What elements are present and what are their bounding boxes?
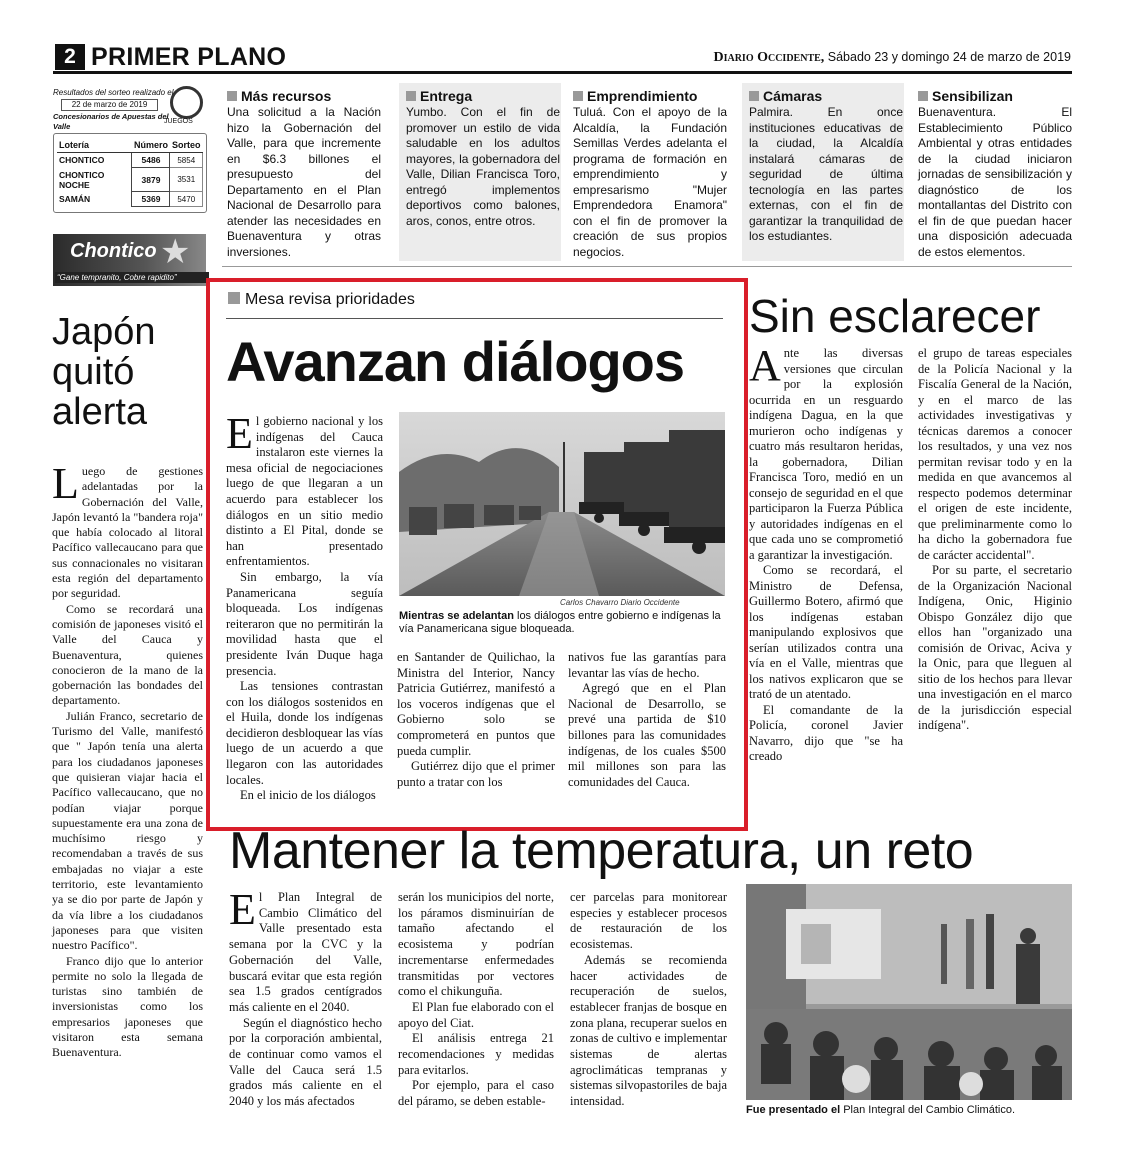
dropcap: E <box>226 409 253 458</box>
brief-title-text: Sensibilizan <box>932 88 1013 104</box>
lottery-heading-text: Resultados del sorteo realizado el <box>53 88 174 97</box>
dialogos-kicker <box>228 291 415 309</box>
esclarecer-column-2 <box>918 346 1072 734</box>
brief-text: Una solicitud a la Nación hizo la Gobernación del Valle, para que incremente en $6.3 billones el presupuesto del Departamento en el Plan Nacional de Desarrollo para atender las necesidades en Buenaventura y otras inversiones. <box>227 105 381 259</box>
lottery-draw: 5854 <box>170 153 203 168</box>
dialogos-paragraph: Sin embargo, la vía Panamericana seguía bloqueada. Los indígenas reiteraron que no permitirán la movilidad hasta que el presidente Iván Duque haga presencia. <box>226 569 383 678</box>
dialogos-paragraph: En el inicio de los diálogos <box>240 788 376 803</box>
issue-date: Sábado 23 y domingo 24 de marzo de 2019 <box>824 50 1071 64</box>
lottery-logo-text: JUEGOS <box>164 118 193 125</box>
square-bullet-icon <box>749 91 759 101</box>
brief-title <box>749 88 903 105</box>
esclarecer-paragraph: Como se recordará, el Ministro de Defensa, Guillermo Botero, afirmó que los indígenas estaban manipulando explosivos que serían utilizados contra una vía en el Valle, mientras que los nativos explicaron que se trató de un atentado. <box>749 563 903 701</box>
brief-title-text: Más recursos <box>241 88 332 104</box>
dialogos-column-2 <box>397 650 555 790</box>
temperatura-paragraph: Por ejemplo, para el caso del páramo, se deben estable- <box>398 1078 554 1109</box>
brief-text: Palmira. En once instituciones educativas de la ciudad, la Alcaldía instalará cámaras de seguridad de última tecnología en las partes externas, con el fin de garantizar la tranquilidad de los estudiantes. <box>749 105 903 243</box>
japon-body <box>52 459 203 1061</box>
dialogos-paragraph: en Santander de Quilichao, la Ministra del Interior, Nancy Patricia Gutiérrez, manifestó a los voceros indígenas que el Gobierno solo se comprometerá en puntos que pueda cumplir. <box>397 650 555 758</box>
esclarecer-paragraph: El comandante de la Policía, coronel Javier Navarro, dijo que "se ha creado <box>749 702 903 763</box>
japon-paragraph <box>52 459 203 602</box>
japon-paragraph: Julián Franco, secretario de Turismo del Valle, manifestó que " Japón tenía una alerta para los ciudadanos japoneses que quisieran viajar hacia el Pacífico vallecaucano, que no podían viajar porque supuestamente era una zona de muchísimo riesgo y recomendaban a través de sus embajadas no viajar a este territorio, este levantamiento ya se dio por parte de Japón y da vía libre a los ciudadanos japoneses para que visiten nuestro Pacífico". <box>52 708 203 953</box>
dateline <box>713 50 1071 66</box>
lottery-org: Concesionarios de Apuestas del Valle <box>53 112 169 131</box>
lottery-col-name: Lotería <box>57 138 132 153</box>
lottery-number: 5486 <box>132 153 170 168</box>
square-bullet-icon <box>406 91 416 101</box>
esclarecer-paragraph: el grupo de tareas especiales de la Policía Nacional y la Fiscalía General de la Nación, y en el marco de las actividades investigativas y técnicas daremos a conocer los resultados, y una vez nos permitan revisar todo y en la medida en que avancemos al respecto podemos determinar el origen de este incidente, que preliminarmente como lo ha dicho la gobernadora fue de carácter accidental". <box>918 346 1072 562</box>
brief-sensibilizan <box>918 88 1072 260</box>
briefs-divider <box>222 266 1072 267</box>
dialogos-text: l gobierno nacional y los indígenas del Cauca instalaron este viernes la mesa oficial de negociaciones luego de que llegaran a un acuerdo para establecer los diálogos en un sitio medio distinto a El Pital, donde se han presentado enfrentamientos. <box>226 414 383 569</box>
lottery-table <box>57 138 203 207</box>
lottery-row <box>57 153 203 168</box>
page-number: 2 <box>55 44 85 70</box>
brief-title <box>573 88 727 105</box>
japon-paragraph: Franco dijo que lo anterior permite no solo la llegada de turistas sino también de inversionistas como los empresarios japoneses que visitaron esta semana Buenaventura. <box>52 953 203 1060</box>
square-bullet-icon <box>573 91 583 101</box>
temperatura-paragraph: El Plan fue elaborado con el apoyo del Ciat. <box>398 999 554 1030</box>
temperatura-paragraph: serán los municipios del norte, los páramos disminuirían de tamaño afectando el ecosistema y podrían incrementarse enfermedades transmitidas por vectores como el chikunguña. <box>398 890 554 999</box>
brief-text: Tuluá. Con el apoyo de la Alcaldía, la Fundación Semillas Verdes adelanta el programa de formación en emprendimiento y empresarismo "Mujer Emprendedora Enamora" con el fin de promover la creación de sus propios negocios. <box>573 105 727 259</box>
brief-title <box>406 88 560 105</box>
dialogos-column-3 <box>568 650 726 790</box>
dropcap: E <box>229 885 256 934</box>
lottery-name: CHONTICO NOCHE <box>59 169 105 190</box>
dropcap: L <box>52 459 79 508</box>
esclarecer-column-1 <box>749 341 903 765</box>
lottery-name: SAMÁN <box>59 194 91 204</box>
road-blockade-photo <box>399 412 725 596</box>
square-bullet-icon <box>228 292 240 304</box>
temperatura-paragraph: El análisis entrega 21 recomendaciones y medidas para evitarlos. <box>398 1031 554 1077</box>
temperatura-column-2 <box>398 890 554 1110</box>
caption-lead: Mientras se adelantan <box>399 610 514 622</box>
lottery-number: 3879 <box>132 168 170 192</box>
star-icon: ★ <box>160 234 191 271</box>
brief-text: Buenaventura. El Establecimiento Público Ambiental y otras entidades de la ciudad iniciaron jornadas de sensibilización y diagnóstico de los montallantas del Distrito con el fin de que puedan hacer una disposición adecuada de estos elementos. <box>918 105 1072 259</box>
dialogos-paragraph: Gutiérrez dijo que el primer punto a tratar con los <box>397 759 555 789</box>
japon-paragraph: Como se recordará una comisión de japoneses visitó el Valle del Cauca y Buenaventura, quienes conocieron de la mano de la gobernación las bondades del departamento. <box>52 601 203 708</box>
photo-credit: Carlos Chavarro Diario Occidente <box>560 598 680 607</box>
temperatura-paragraph: cer parcelas para monitorear especies y establecer procesos de restauración de los ecosistemas. <box>570 890 727 952</box>
lottery-draw: 3531 <box>170 168 203 192</box>
lottery-name: CHONTICO <box>59 155 105 166</box>
brief-title-text: Entrega <box>420 88 473 104</box>
caption-text: los diálogos entre gobierno e indígenas la vía Panamericana sigue bloqueada. <box>399 610 721 635</box>
chontico-logo: Chontico <box>70 240 157 262</box>
kicker-rule <box>226 318 723 319</box>
dialogos-column-1 <box>226 409 383 804</box>
dialogos-paragraph <box>226 409 383 570</box>
brief-emprendimiento <box>573 88 727 260</box>
header-rule <box>53 71 1072 74</box>
brief-title <box>227 88 381 105</box>
temperatura-headline: Mantener la temperatura, un reto <box>229 822 974 880</box>
square-bullet-icon <box>227 91 237 101</box>
chontico-slogan: “Gane tempranito, Cobre rapidito” <box>55 272 209 283</box>
photo-caption <box>399 610 725 636</box>
lottery-date: 22 de marzo de 2019 <box>61 99 158 111</box>
esclarecer-text: nte las diversas versiones que circulan por la explosión ocurrida en un resguardo indígena Dagua, en la que murieron ocho indígenas y cuatro más resultaron heridas, la gobernadora, Dilian Francisca Toro, medió en un consejo de seguridad en el que participaron la Fuerza Pública y autoridades indígenas en el que cada uno se comprometió a garantizar la investigación. <box>749 346 903 562</box>
dropcap: A <box>749 341 781 390</box>
temperatura-paragraph <box>229 885 382 1016</box>
dialogos-paragraph: Las tensiones contrastan con los diálogos sostenidos en el Huila, donde los indígenas decidieron desbloquear las vías luego de un acuerdo a que llegaron con las autoridades locales. <box>226 679 383 787</box>
caption-text: Plan Integral del Cambio Climático. <box>840 1104 1015 1116</box>
paper-name: Diario Occidente, <box>713 50 825 65</box>
lottery-logo-icon <box>170 86 203 119</box>
dialogos-paragraph: nativos fue las garantías para levantar las vías de hecho. <box>568 650 726 680</box>
brief-title-text: Cámaras <box>763 88 823 104</box>
japon-text: uego de gestiones adelantadas por la Gobernación del Valle, Japón levantó la "bandera roja" que había colocado al litoral Pacífico vallecaucano para que sus connacionales no visitaran esta región del departamento por seguridad. <box>52 464 203 601</box>
photo2-caption <box>746 1104 1015 1116</box>
kicker-text: Mesa revisa prioridades <box>245 291 415 308</box>
temperatura-paragraph: Según el diagnóstico hecho por la corporación ambiental, de continuar como vamos el Valle del Cauca será 1.5 grados más caliente en el 2040 y los más afectados <box>229 1015 382 1109</box>
brief-mas-recursos <box>227 88 381 260</box>
brief-camaras <box>749 88 903 245</box>
temperatura-text: l Plan Integral de Cambio Climático del Valle presentado esta semana por la CVC y la Gobernación del Valle, buscará evitar que esta región sea 1.5 grados centígrados más caliente en el 2040. <box>229 890 382 1014</box>
lottery-col-number: Número <box>132 138 170 153</box>
japon-headline: Japón quitó alerta <box>52 311 156 433</box>
dialogos-headline: Avanzan diálogos <box>226 330 685 393</box>
temperatura-paragraph: Además se recomienda hacer actividades de recuperación de suelos, establecer franjas de bosque en zona plana, recuperar suelos en zonas de cultivo e implementar sistemas de alertas agroclimáticas tempranas y sistemas silvopastoriles de baja intensidad. <box>570 952 727 1109</box>
brief-text: Yumbo. Con el fin de promover un estilo de vida saludable en los adultos mayores, la gobernadora del Valle, Dilian Francisca Toro, entregó implementos deportivos como balones, aros, conos, entre otros. <box>406 105 560 228</box>
section-title: PRIMER PLANO <box>91 43 287 71</box>
square-bullet-icon <box>918 91 928 101</box>
caption-lead: Fue presentado el <box>746 1104 841 1116</box>
lottery-header-row <box>57 138 203 153</box>
brief-entrega <box>406 88 560 229</box>
lottery-draw: 5470 <box>170 192 203 207</box>
esclarecer-paragraph <box>749 341 903 563</box>
esclarecer-paragraph: Por su parte, el secretario de la Organización Nacional Indígena, Onic, Higinio Obispo González dijo que ellos han "organizado una comisión de Orivac, Aciva y la Onic, para que lleguen al sitio de los hechos para llevar una investigación en el marco de la jurisdicción especial indígena". <box>918 563 1072 732</box>
presentation-photo <box>746 884 1072 1100</box>
lottery-row <box>57 192 203 207</box>
dialogos-paragraph: Agregó que en el Plan Nacional de Desarrollo, se prevé una partida de $10 billones para las comunidades indígenas, de los cuales $500 mil millones son para las comunidades del Cauca. <box>568 681 726 789</box>
lottery-heading <box>53 88 181 132</box>
brief-title <box>918 88 1072 105</box>
brief-title-text: Emprendimiento <box>587 88 698 104</box>
temperatura-column-1 <box>229 885 382 1110</box>
lottery-row <box>57 168 203 192</box>
lottery-col-draw: Sorteo <box>170 138 203 153</box>
temperatura-column-3 <box>570 890 727 1110</box>
esclarecer-headline: Sin esclarecer <box>749 290 1041 342</box>
lottery-number: 5369 <box>132 192 170 207</box>
